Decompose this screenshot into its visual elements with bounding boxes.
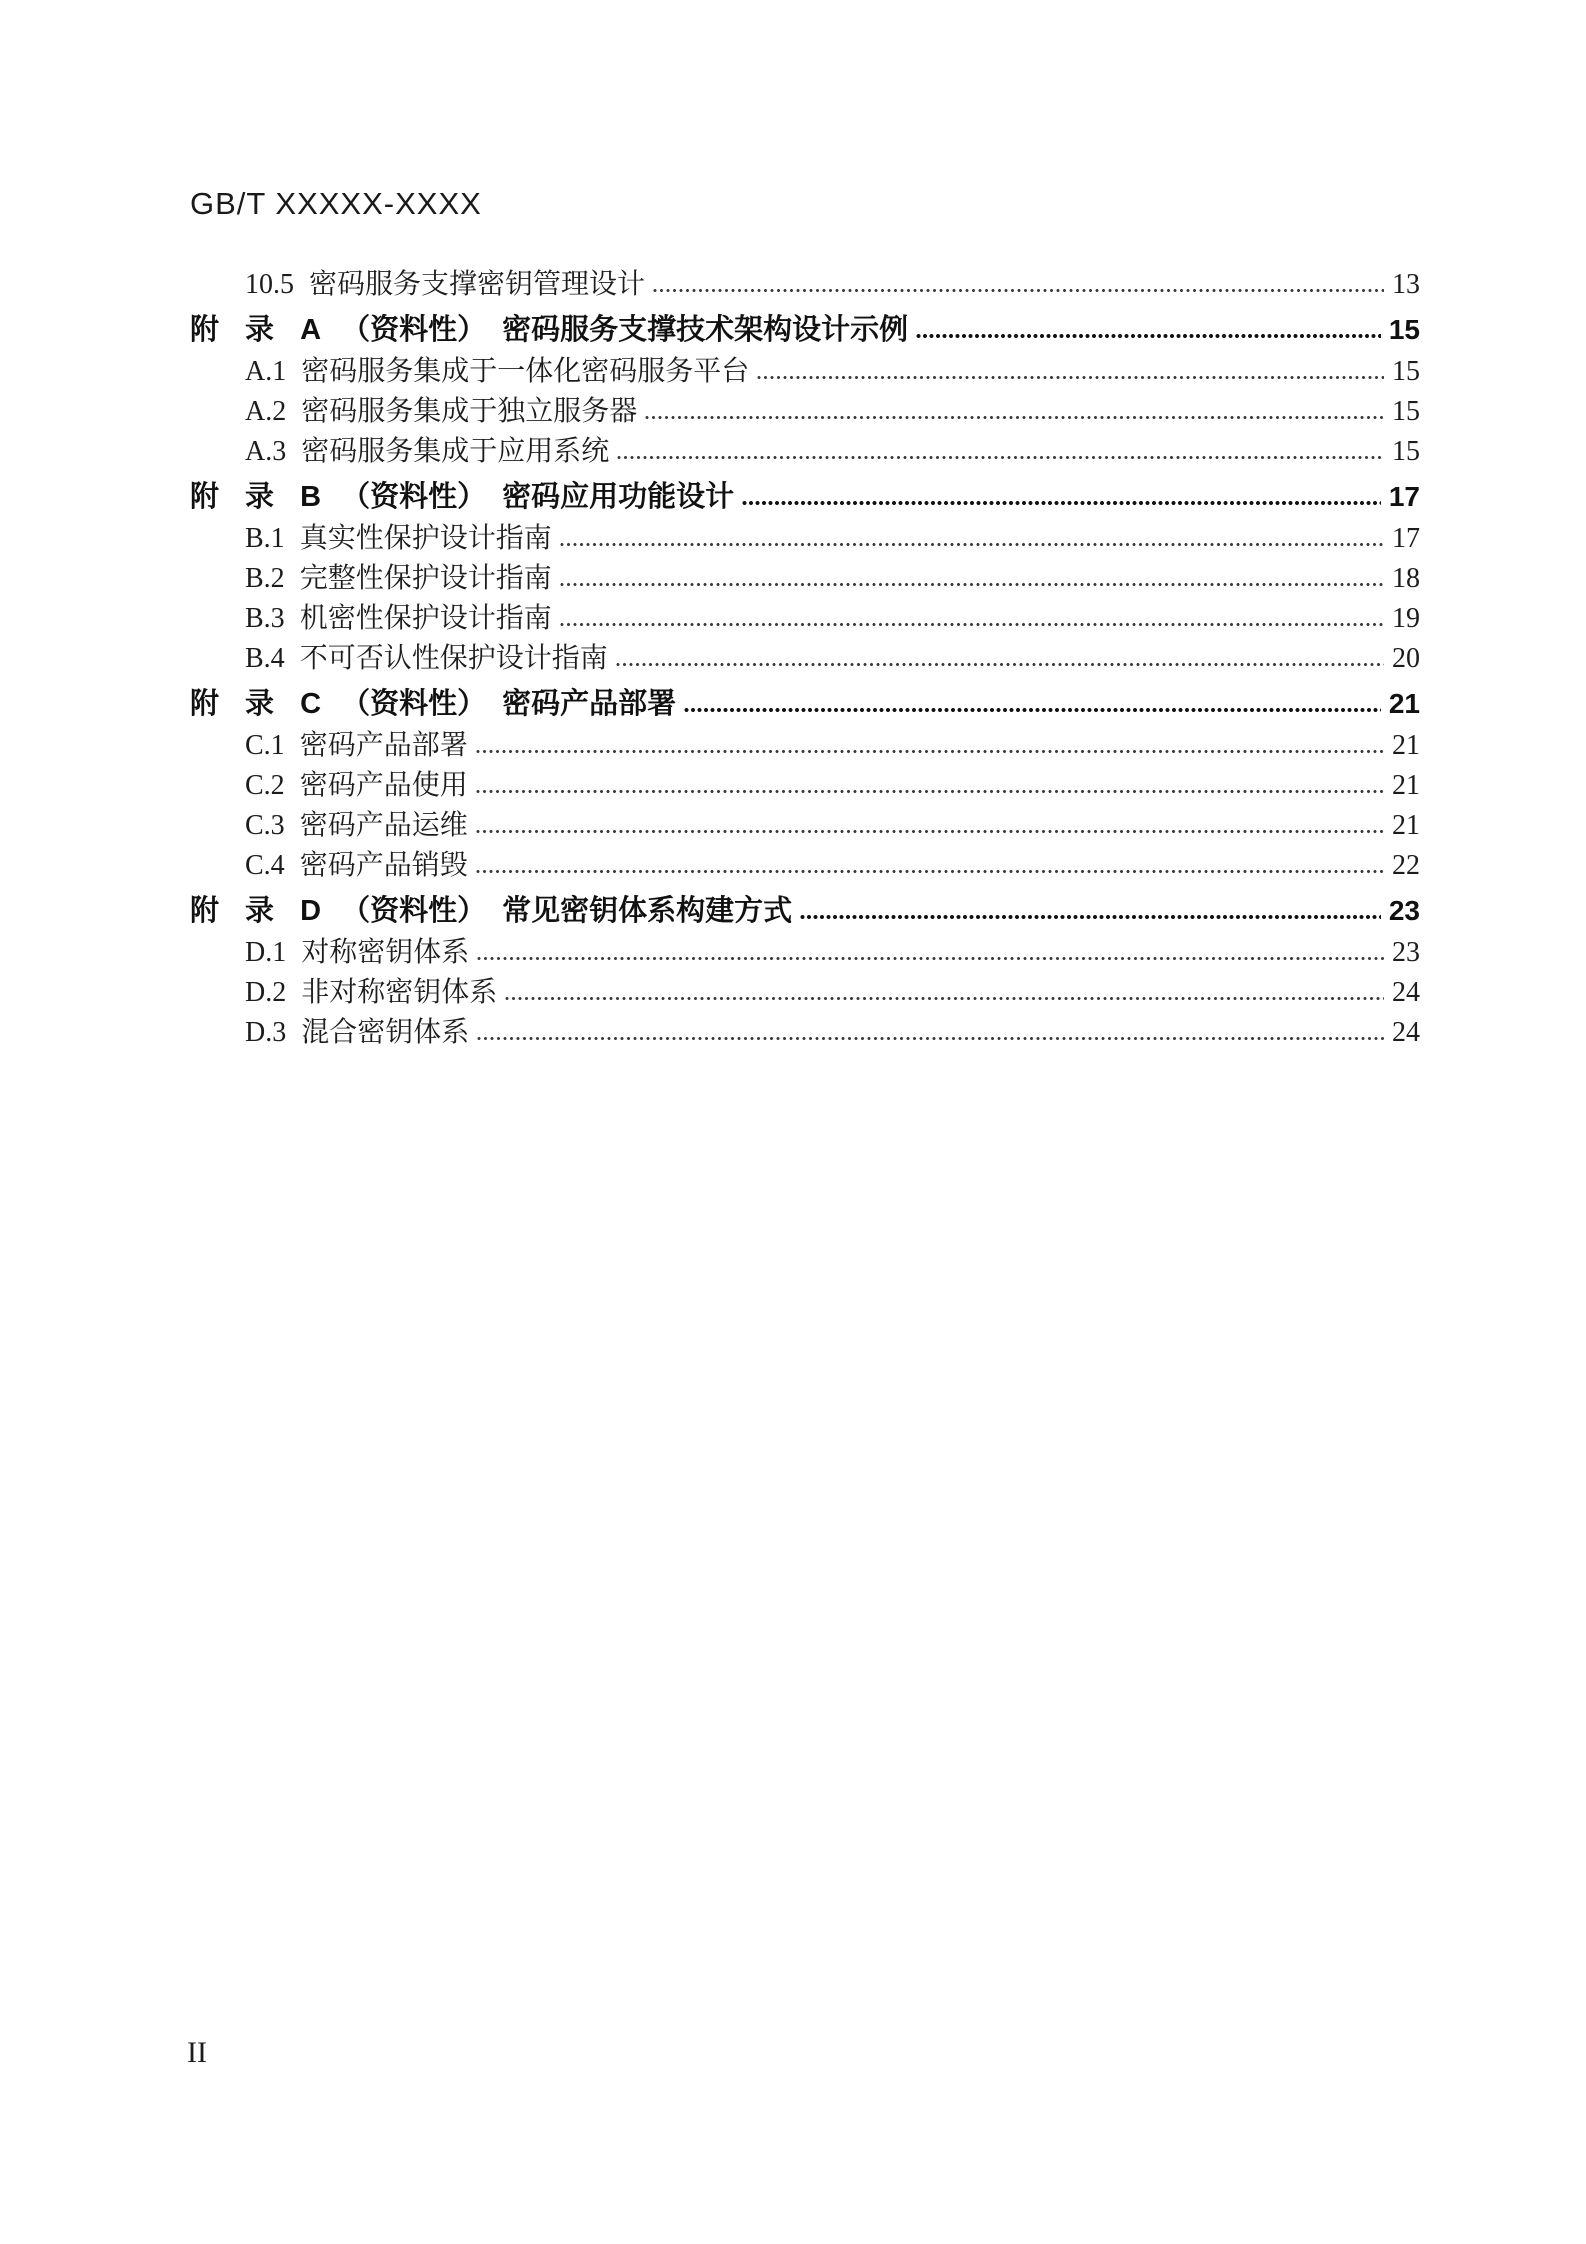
toc-entry-page: 18 (1392, 563, 1420, 594)
toc-entry-title: 密码产品运维 (299, 810, 468, 841)
toc-entry-qualifier: （资料性） (341, 895, 487, 927)
toc-entry-title: 完整性保护设计指南 (299, 563, 552, 594)
toc-entry-number: 附 录 D (190, 895, 322, 927)
toc-entry-appendix-a[interactable] (190, 307, 1420, 347)
toc-entry-title: 机密性保护设计指南 (299, 603, 552, 634)
toc-entry-number: B.3 (245, 603, 285, 634)
toc-entry-number: B.1 (245, 523, 285, 554)
toc-entry-page: 21 (1392, 810, 1420, 841)
toc-entry-number: 10.5 (245, 269, 294, 300)
dot-leader (742, 500, 1381, 506)
toc-entry-page: 21 (1392, 730, 1420, 761)
toc-entry-title: 密码产品使用 (299, 770, 468, 801)
dot-leader (645, 415, 1384, 420)
dot-leader (560, 542, 1384, 547)
toc-entry-number: C.3 (245, 810, 285, 841)
toc-entry-title: 常见密钥体系构建方式 (502, 895, 793, 927)
dot-leader (560, 582, 1384, 587)
dot-leader (653, 288, 1384, 293)
toc-entry-page: 22 (1392, 850, 1420, 881)
toc-entry-number: B.2 (245, 563, 285, 594)
toc-entry-page: 15 (1392, 356, 1420, 387)
document-number-header: GB/T XXXXX-XXXX (190, 186, 482, 221)
toc-entry-b-3[interactable] (190, 596, 1420, 636)
toc-entry-page: 13 (1392, 269, 1420, 300)
dot-leader (476, 789, 1384, 794)
dot-leader (477, 1036, 1384, 1041)
table-of-contents (190, 262, 1420, 1050)
toc-entry-page: 21 (1392, 770, 1420, 801)
toc-entry-title: 密码应用功能设计 (502, 481, 735, 513)
dot-leader (617, 455, 1384, 460)
toc-entry-page: 24 (1392, 977, 1420, 1008)
toc-entry-page: 15 (1388, 314, 1420, 345)
toc-entry-number: C.4 (245, 850, 285, 881)
toc-entry-number: 附 录 B (190, 481, 322, 513)
toc-entry-number: D.2 (245, 977, 287, 1008)
toc-entry-title: 混合密钥体系 (301, 1017, 470, 1048)
toc-entry-page: 19 (1392, 603, 1420, 634)
toc-entry-a-1[interactable] (190, 349, 1420, 389)
toc-entry-title: 密码服务集成于独立服务器 (301, 396, 638, 427)
toc-entry-d-3[interactable] (190, 1010, 1420, 1050)
dot-leader (684, 707, 1381, 713)
dot-leader (477, 956, 1384, 961)
toc-entry-c-4[interactable] (190, 843, 1420, 883)
toc-entry-title: 密码服务支撑密钥管理设计 (309, 269, 646, 300)
page-number-footer: II (187, 2036, 207, 2069)
dot-leader (757, 375, 1384, 380)
dot-leader (916, 333, 1381, 339)
toc-entry-page: 23 (1392, 937, 1420, 968)
toc-entry-page: 15 (1392, 436, 1420, 467)
toc-entry-d-2[interactable] (190, 970, 1420, 1010)
toc-entry-title: 密码产品部署 (299, 730, 468, 761)
toc-entry-page: 23 (1388, 895, 1420, 926)
toc-entry-page: 17 (1388, 481, 1420, 512)
toc-entry-qualifier: （资料性） (341, 314, 487, 346)
toc-entry-c-1[interactable] (190, 723, 1420, 763)
toc-entry-appendix-d[interactable] (190, 888, 1420, 928)
toc-entry-appendix-b[interactable] (190, 474, 1420, 514)
toc-entry-number: B.4 (245, 643, 285, 674)
dot-leader (505, 996, 1384, 1001)
toc-entry-title: 不可否认性保护设计指南 (299, 643, 608, 674)
toc-entry-page: 17 (1392, 523, 1420, 554)
toc-entry-number: 附 录 A (190, 314, 322, 346)
toc-entry-title: 密码服务集成于应用系统 (301, 436, 610, 467)
toc-entry-c-3[interactable] (190, 803, 1420, 843)
toc-entry-b-1[interactable] (190, 516, 1420, 556)
toc-entry-title: 密码服务集成于一体化密码服务平台 (301, 356, 750, 387)
toc-entry-title: 非对称密钥体系 (301, 977, 498, 1008)
toc-entry-title: 密码产品部署 (502, 688, 677, 720)
toc-entry-qualifier: （资料性） (341, 688, 487, 720)
toc-entry-number: 附 录 C (190, 688, 322, 720)
toc-entry-page: 24 (1392, 1017, 1420, 1048)
toc-entry-number: A.3 (245, 436, 287, 467)
toc-entry-number: C.1 (245, 730, 285, 761)
dot-leader (476, 749, 1384, 754)
dot-leader (476, 869, 1384, 874)
toc-entry-10-5[interactable] (190, 262, 1420, 302)
toc-entry-number: D.3 (245, 1017, 287, 1048)
toc-entry-number: A.1 (245, 356, 287, 387)
dot-leader (800, 914, 1381, 920)
toc-entry-c-2[interactable] (190, 763, 1420, 803)
toc-entry-title: 密码产品销毁 (299, 850, 468, 881)
toc-entry-number: D.1 (245, 937, 287, 968)
toc-entry-page: 21 (1388, 688, 1420, 719)
toc-entry-page: 20 (1392, 643, 1420, 674)
toc-entry-a-3[interactable] (190, 429, 1420, 469)
toc-entry-b-2[interactable] (190, 556, 1420, 596)
dot-leader (560, 622, 1384, 627)
toc-entry-number: C.2 (245, 770, 285, 801)
toc-entry-b-4[interactable] (190, 636, 1420, 676)
toc-entry-page: 15 (1392, 396, 1420, 427)
toc-entry-number: A.2 (245, 396, 287, 427)
dot-leader (616, 662, 1384, 667)
toc-entry-d-1[interactable] (190, 930, 1420, 970)
toc-entry-qualifier: （资料性） (341, 481, 487, 513)
toc-entry-title: 对称密钥体系 (301, 937, 470, 968)
toc-entry-appendix-c[interactable] (190, 681, 1420, 721)
dot-leader (476, 829, 1384, 834)
toc-entry-title: 密码服务支撑技术架构设计示例 (502, 314, 909, 346)
toc-entry-a-2[interactable] (190, 389, 1420, 429)
toc-entry-title: 真实性保护设计指南 (299, 523, 552, 554)
